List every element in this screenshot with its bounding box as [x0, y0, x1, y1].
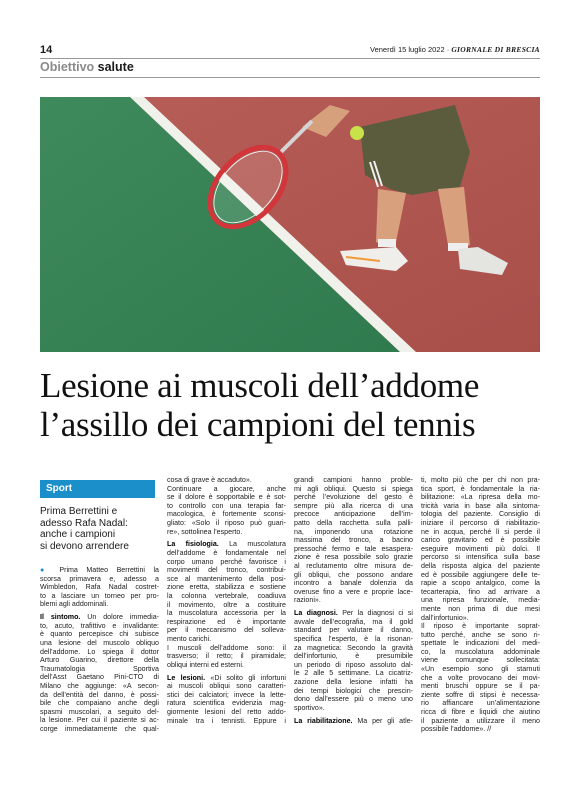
article-line: viene comunque sollecitata:: [421, 656, 540, 665]
article-line: ti, molto più che per chi non pra-: [421, 476, 540, 484]
article-line: la muscolatura accessoria per la: [167, 609, 286, 618]
article-line: sportivo».: [294, 703, 325, 712]
article-column-4: [421, 476, 540, 734]
summary-line: adesso Rafa Nadal:: [40, 517, 128, 529]
article-line: possibile l’addome». //: [421, 725, 492, 734]
article-line: un periodo di riposo assoluto dal-: [294, 660, 413, 669]
headline: [40, 366, 540, 444]
article-line: menti bruschi oppure se il pa-: [421, 682, 540, 691]
article-line: rio affiancare un’alimentazione: [421, 699, 540, 708]
subhead: Le lesioni.: [167, 673, 206, 682]
headline-line2: l’assillo dei campioni del tennis: [40, 405, 476, 444]
article-line: corpo umano perché favorisce i: [167, 557, 286, 566]
article-line: obliqui interni ed esterni.: [167, 660, 244, 669]
article-line: della risposta algica del paziente: [421, 561, 540, 570]
article-line: tricità varia in base alla sintoma-: [421, 501, 540, 510]
article-line: macologica, è fortemente sconsi-: [167, 510, 286, 519]
article-line: overuse fino a vere e proprie lace-: [294, 587, 413, 596]
article-line: co, la muscolatura addominale: [421, 647, 540, 656]
section-label: [40, 60, 134, 74]
article-summary: [40, 506, 158, 552]
article-line: il movimento, oltre a costituire: [167, 600, 286, 609]
article-line: bile che compaiano anche degli: [40, 699, 159, 708]
article-line: dei tempi biologici che prescin-: [294, 686, 413, 695]
article-line: grandi campioni hanno proble-: [294, 476, 413, 484]
headline-line1: Lesione ai muscoli dell’addome: [40, 366, 480, 405]
summary-line: anche i campioni: [40, 529, 116, 540]
article-line: ratura scientifica evidenzia mag-: [167, 699, 286, 708]
article-line: mente non prima di due mesi: [421, 604, 540, 613]
article-line: dall’infortunio».: [421, 613, 469, 622]
bullet-icon: ●: [40, 566, 60, 574]
article-line: la colonna vertebrale, coadiuva: [167, 592, 286, 601]
article-line: tica sport, è fondamentale la ria-: [421, 484, 540, 493]
article-line: rapie a scopo antalgico, come la: [421, 579, 540, 588]
article-line: La riabilitazione. Ma per gli atle-: [294, 716, 413, 725]
article-line: tutto perché, anche se sono ri-: [421, 630, 540, 639]
article-line: na, imponendo una rotazione: [294, 527, 413, 536]
article-line: avvale dell’ecografia, ma il gold: [294, 617, 413, 626]
article-line: minale tra i tennisti. Eppure i: [167, 716, 286, 725]
article-line: dell’addome è fondamentale nel: [167, 549, 286, 558]
article-line: tecarterapia, fino ad arrivare a: [421, 587, 540, 596]
article-line: mi agli obliqui. Questo si spiega: [294, 484, 413, 493]
article-line: standard per valutare il danno,: [294, 626, 413, 635]
article-line: zione eretta, stabilizza e sostiene: [167, 583, 286, 592]
article-line: massima del tronco, a bacino: [294, 536, 413, 545]
subhead: La riabilitazione.: [294, 716, 353, 725]
article-line: è quanto percepisce chi subisce: [40, 630, 159, 639]
article-line: Wimbledon, Rafa Nadal costret-: [40, 583, 159, 592]
article-line: respirazione ed è importante: [167, 617, 286, 626]
article-line: zazione della lesione infatti ha: [294, 677, 413, 686]
summary-line: si devono arrendere: [40, 540, 129, 552]
article-line: la lesione. Per cui il paziente si ac-: [40, 716, 159, 725]
article-column-1: [40, 566, 159, 734]
newspaper-name: GIORNALE DI BRESCIA: [451, 45, 540, 54]
article-line: cosa di grave è accaduto».: [167, 476, 252, 484]
article-line: iniziare il percorso di riabilitazio-: [421, 518, 540, 527]
page-number: 14: [40, 44, 53, 56]
article-line: se il dolore è sopportabile e è sot-: [167, 493, 286, 502]
article-line: sempre più alla ricerca di una: [294, 501, 413, 510]
article-line: patto della racchetta sulla palli-: [294, 518, 413, 527]
article-line: Il riposo è importante soprat-: [421, 622, 540, 631]
article-line: una lesione del muscolo obliquo: [40, 639, 159, 648]
article-line: dono dall’essere più o meno uno: [294, 695, 413, 704]
article-line: Le lesioni. «Di solito gli infortuni: [167, 673, 286, 682]
article-line: Arturo Guarino, direttore della: [40, 656, 159, 665]
article-line: per il meccanismo del solleva-: [167, 626, 286, 635]
article-line: re», sottolinea l’esperto.: [167, 527, 243, 536]
section-label-part2: salute: [97, 60, 134, 74]
article-line: spettate le indicazioni del medi-: [421, 639, 540, 648]
article-line: ai muscoli obliqui sono caratteri-: [167, 682, 286, 691]
article-line: to a lasciare un torneo per pro-: [40, 591, 159, 600]
article-line: gliato: «Solo il riposo può guari-: [167, 518, 286, 527]
article-line: ziente soffre di stipsi è necessa-: [421, 690, 540, 699]
article-line: gli obliqui, che possono andare: [294, 570, 413, 579]
article-line: dell’infortunio, è presumibile: [294, 652, 413, 661]
article-line: za magnetica: Secondo la gravità: [294, 643, 413, 652]
article-column-2: [167, 476, 286, 725]
subhead: La diagnosi.: [294, 609, 338, 618]
summary-line: Prima Berrettini e: [40, 506, 118, 517]
section-rule: [40, 77, 540, 78]
article-line: da dell’entità del danno, è possi-: [40, 690, 159, 699]
article-line: ● Prima Matteo Berrettini la: [40, 566, 159, 574]
header-rule: [40, 58, 540, 59]
article-line: stici dei calciatori; invece la lette-: [167, 690, 286, 699]
article-line: bilitazione: «La ripresa della mo-: [421, 493, 540, 502]
article-line: carico gravitario ed è possibile: [421, 536, 540, 545]
article-line: trasverso; il retto; il piramidale;: [167, 652, 286, 661]
article-line: La diagnosi. Per la diagnosi ci si: [294, 609, 413, 618]
article-line: Il sintomo. Un dolore immedia-: [40, 613, 159, 622]
article-line: una ripresa funzionale, media-: [421, 596, 540, 605]
article-line: corge immediatamente che qual-: [40, 724, 159, 733]
issue-date: Venerdì 15 luglio 2022: [370, 45, 445, 54]
article-line: I muscoli dell’addome sono: il: [167, 643, 286, 652]
article-line: Continuare a giocare, anche: [167, 484, 286, 493]
dateline-separator: ·: [446, 45, 450, 54]
article-line: incontro a banale dolenzia da: [294, 579, 413, 588]
article-line: ricca di fibre e liquidi che aiutino: [421, 708, 540, 717]
page-header: [40, 44, 540, 58]
dateline: [370, 45, 540, 54]
article-line: specifica l’esperto, è la risonan-: [294, 634, 413, 643]
article-line: spasmi muscolari, a seguito del-: [40, 707, 159, 716]
article-line: tologia del paziente. Consiglio di: [421, 510, 540, 519]
article-photo: [40, 97, 540, 352]
article-line: La fisiologia. La muscolatura: [167, 540, 286, 549]
article-line: dell’addome. Lo spiega il dottor: [40, 647, 159, 656]
tennis-court-image: [40, 97, 540, 352]
article-line: to, acuto, trafittivo e invalidante:: [40, 621, 159, 630]
article-line: precoce anticipazione dell’im-: [294, 510, 413, 519]
article-line: Traumatologia Sportiva: [40, 664, 159, 673]
article-line: il paziente a utilizzare il meno: [421, 716, 540, 725]
article-line: sce al mantenimento della posi-: [167, 574, 286, 583]
article-line: pressoché fermo e tale esaspera-: [294, 544, 413, 553]
article-line: che a volte provocano dei movi-: [421, 673, 540, 682]
article-line: giormente lesioni del retto addo-: [167, 708, 286, 717]
article-line: movimenti del tronco, contribui-: [167, 566, 286, 575]
article-line: eseguire movimenti più dolci. Il: [421, 544, 540, 553]
article-line: al reclutamento oltre misura de-: [294, 561, 413, 570]
article-line: ed è possibile aggiungere delle te-: [421, 570, 540, 579]
subhead: La fisiologia.: [167, 540, 219, 549]
article-column-3: [294, 476, 413, 725]
article-line: le 2 alle 5 settimane. La cicatriz-: [294, 669, 413, 678]
article-line: «Un esempio sono gli starnuti: [421, 665, 540, 674]
article-line: to controllo con una terapia far-: [167, 501, 286, 510]
section-label-part1: Obiettivo: [40, 60, 95, 74]
article-line: Milano che aggiunge: «A secon-: [40, 682, 159, 691]
article-line: razioni».: [294, 596, 321, 605]
article-line: zione è resa possibile solo grazie: [294, 553, 413, 562]
article-line: mento carichi.: [167, 634, 212, 643]
article-line: percorso si intensifica sulla base: [421, 553, 540, 562]
subhead: Il sintomo.: [40, 613, 81, 622]
article-line: blemi agli addominali.: [40, 600, 109, 609]
article-line: ne in acqua, perché lì si perde il: [421, 527, 540, 536]
article-line: scorsa primavera e, adesso a: [40, 574, 159, 583]
article-line: perché l’evoluzione del gesto è: [294, 493, 413, 502]
sport-tag: Sport: [40, 480, 155, 498]
article-line: dell’Asst Gaetano Pini-CTO di: [40, 673, 159, 682]
